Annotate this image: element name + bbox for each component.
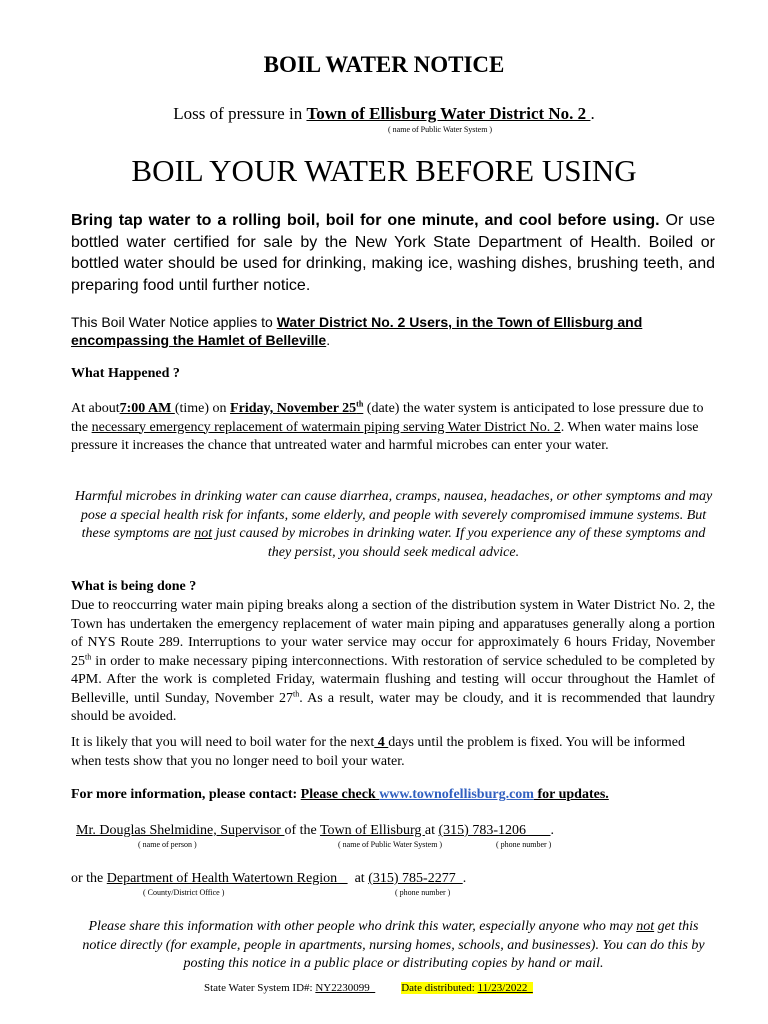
contact2-end: . [462, 871, 467, 886]
instructions-text: Or use bottled water certified for sale by the New York State Department of Health. Boiled or bottled water should be used for drinking, making ice, washing dishes, brushing teeth, and preparing food until further notice. [71, 212, 715, 294]
health-phone: (315) 785-2277 [368, 871, 463, 886]
boil-instructions [71, 210, 715, 296]
town-website-link[interactable]: www.townofellisburg.com [379, 787, 534, 802]
loss-suffix: . [590, 104, 595, 123]
notice-title: BOIL WATER NOTICE [263, 52, 505, 77]
health-office: Department of Health Watertown Region [106, 871, 348, 886]
contact-phone: (315) 783-1206 [438, 823, 551, 838]
contact-system: Town of Ellisburg [319, 823, 425, 838]
event-day [230, 401, 363, 416]
event-day-sup: th [356, 399, 364, 409]
applies-prefix: This Boil Water Notice applies to [71, 314, 277, 330]
duration-suffix: days until the problem is fixed. You will be informed when tests show that you no longer need to boil your water. [71, 735, 685, 769]
warning-not: not [194, 526, 213, 541]
loss-of-pressure-line [0, 104, 768, 124]
event-reason: necessary emergency replacement of watermain piping serving Water District No. 2 [91, 419, 561, 435]
health-warning [71, 488, 716, 562]
contact1-end: . [550, 823, 554, 838]
caption-office-phone: ( phone number ) [395, 888, 451, 897]
done-part1: Due to reoccurring water main piping breaks along a section of the distribution system in Water District No. 2, the Town has undertaken the emergency replacement of water main piping and apparatuses generally along a portion of NYS Route 289. Interruptions to your water service may occur for approximately 6 hours Friday, November 25 [71, 598, 715, 669]
caption-office: ( County/District Office ) [143, 888, 225, 897]
footer [204, 982, 533, 994]
duration-days: 4 [374, 735, 389, 750]
warning-part2: just caused by microbes in drinking water. If you experience any of these symptoms and they persist, you should seek medical advice. [212, 526, 706, 560]
applies-suffix: . [326, 332, 331, 348]
event-day-text: Friday, November 25 [230, 401, 357, 416]
water-system-caption: ( name of Public Water System ) [388, 125, 493, 134]
contact-supervisor-line [76, 823, 554, 839]
done-part2: in order to make necessary piping interconnections. With restoration of service scheduled to be completed by 4PM. After the work is completed Friday, watermain flushing and testing will occur throughout the Hamlet of Belleville, until Sunday, November 27 [71, 653, 715, 706]
water-system-name: Town of Ellisburg Water District No. 2 [306, 104, 591, 123]
applies-to [71, 313, 715, 349]
duration-prefix: It is likely that you will need to boil water for the next [71, 735, 375, 750]
applies-area: Water District No. 2 Users, in the Town of Ellisburg and encompassing the Hamlet of Belleville [71, 314, 643, 348]
more-info-updates: for updates. [533, 787, 609, 802]
what-happened-heading: What Happened ? [71, 366, 180, 381]
date-distributed-value: 11/23/2022 [477, 982, 533, 994]
headline: BOIL YOUR WATER BEFORE USING [131, 153, 637, 188]
text-about: At about [71, 401, 120, 416]
contact1-of-the: of the [284, 823, 320, 838]
being-done-heading: What is being done ? [71, 579, 197, 594]
more-info-check: Please check [300, 787, 380, 802]
date-distributed-label: Date distributed: [401, 982, 478, 994]
share-not: not [636, 919, 655, 934]
text-date: (date) the water system is anticipated to lose pressure due to the [71, 401, 704, 435]
system-id-label: State Water System ID#: [204, 982, 316, 994]
what-happened-paragraph [71, 400, 716, 456]
caption-phone: ( phone number ) [496, 840, 552, 849]
done-sup1: th [85, 651, 92, 661]
more-info-label: For more information, please contact: [71, 787, 301, 802]
system-id-value: NY2230099 [315, 982, 376, 994]
share-part1: Please share this information with other people who drink this water, especially anyone who may [88, 919, 637, 934]
done-part3: . As a result, water may be cloudy, and it is recommended that laundry should be avoided. [71, 690, 716, 724]
event-time: 7:00 AM [119, 401, 175, 416]
text-time: (time) on [174, 401, 231, 416]
instructions-bold: Bring tap water to a rolling boil, boil for one minute, and cool before using. [71, 212, 660, 229]
caption-person: ( name of person ) [138, 840, 197, 849]
caption-system: ( name of Public Water System ) [338, 840, 443, 849]
contact2-at: at [347, 871, 369, 886]
loss-prefix: Loss of pressure in [173, 104, 307, 123]
boil-duration-paragraph [71, 734, 716, 771]
warning-part1: Harmful microbes in drinking water can cause diarrhea, cramps, nausea, headaches, or other symptoms and may pose a special health risk for infants, some elderly, and people with severely compromised immune systems. But these symptoms are [74, 489, 713, 541]
contact-health-dept-line [71, 871, 466, 887]
more-info-line [71, 787, 609, 803]
contact2-or-the: or the [71, 871, 107, 886]
share-part2: get this notice directly (for example, people in apartments, nursing homes, schools, and businesses). You can do this by posting this notice in a public place or distributing copies by hand or mail. [82, 919, 705, 971]
share-notice [71, 918, 716, 974]
contact1-at: at [424, 823, 439, 838]
done-sup2: th [292, 688, 300, 698]
being-done-paragraph [71, 597, 715, 727]
text-rest: . When water mains lose pressure it increases the chance that untreated water and harmful microbes can enter your water. [71, 419, 699, 453]
contact-person: Mr. Douglas Shelmidine, Supervisor [76, 823, 285, 838]
